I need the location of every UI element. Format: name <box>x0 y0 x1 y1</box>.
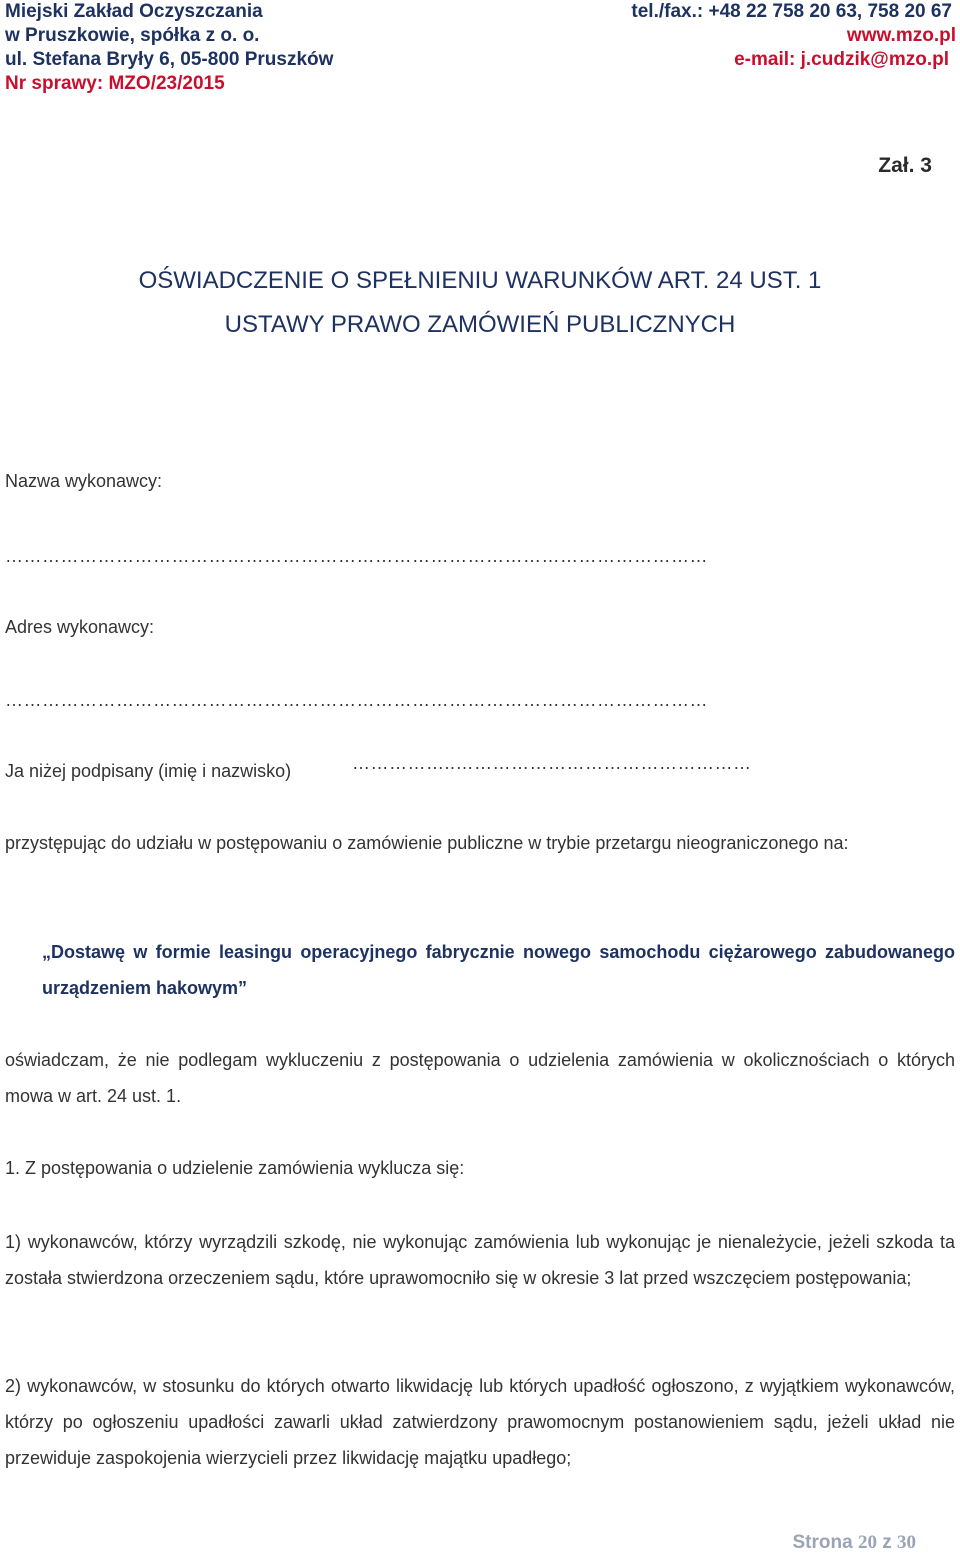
signatory-field[interactable]: ……………..………………………………………… <box>352 753 752 773</box>
company-location: w Pruszkowie, spółka z o. o. <box>5 25 260 46</box>
exclusion-point-2: 2) wykonawców, w stosunku do których otwarto likwidację lub których upadłość ogłoszono, z wyjątkiem wykonawców, którzy po ogłoszeniu upadłości zawarli układ zatwierdzony prawomocnym postanowieniem sądu, jeżeli układ nie przewiduje zaspokojenia wierzycieli przez likwidację majątku upadłego; <box>5 1376 955 1468</box>
page-current: 20 <box>857 1532 877 1553</box>
document-title-line2: USTAWY PRAWO ZAMÓWIEŃ PUBLICZNYCH <box>224 311 736 338</box>
page-number <box>792 1532 916 1554</box>
company-address: ul. Stefana Bryły 6, 05-800 Pruszków <box>5 49 334 70</box>
company-phone: tel./fax.: +48 22 758 20 63, 758 20 67 <box>631 1 952 22</box>
exclusion-point-1: 1) wykonawców, którzy wyrządzili szkodę, nie wykonując zamówienia lub wykonując je nienależycie, jeżeli szkoda ta została stwierdzona orzeczeniem sądu, które uprawomocniło się w okresie 3 lat przed wszczęciem postępowania; <box>5 1232 955 1288</box>
contractor-name-field[interactable]: …………………………………………………………………………………………………… <box>5 546 708 566</box>
case-number: Nr sprawy: MZO/23/2015 <box>5 73 225 94</box>
signatory-label: Ja niżej podpisany (imię i nazwisko) <box>5 761 292 781</box>
section-heading: 1. Z postępowania o udzielenie zamówienia wyklucza się: <box>5 1158 465 1178</box>
document-title-line1: OŚWIADCZENIE O SPEŁNIENIU WARUNKÓW ART. 24 UST. 1 <box>138 267 822 294</box>
company-website[interactable]: www.mzo.pl <box>846 25 956 46</box>
company-name: Miejski Zakład Oczyszczania <box>5 1 263 22</box>
contractor-name-label: Nazwa wykonawcy: <box>5 471 163 491</box>
page-total: 30 <box>897 1532 916 1553</box>
attachment-label: Zał. 3 <box>878 154 932 177</box>
contractor-address-field[interactable]: …………………………………………………………………………………………………… <box>5 690 708 710</box>
intro-paragraph: przystępując do udziału w postępowaniu o zamówienie publiczne w trybie przetargu nieograniczonego na: <box>5 833 849 853</box>
declaration-paragraph: oświadczam, że nie podlegam wykluczeniu z postępowania o udzielenia zamówienia w okolicznościach o których mowa w art. 24 ust. 1. <box>5 1050 955 1106</box>
procurement-subject: „Dostawę w formie leasingu operacyjnego fabrycznie nowego samochodu ciężarowego zabudowanego urządzeniem hakowym” <box>42 942 955 998</box>
contractor-address-label: Adres wykonawcy: <box>5 617 155 637</box>
page-word: Strona <box>792 1532 853 1553</box>
page-of: z <box>882 1532 892 1553</box>
company-email[interactable]: e-mail: j.cudzik@mzo.pl <box>734 49 949 70</box>
